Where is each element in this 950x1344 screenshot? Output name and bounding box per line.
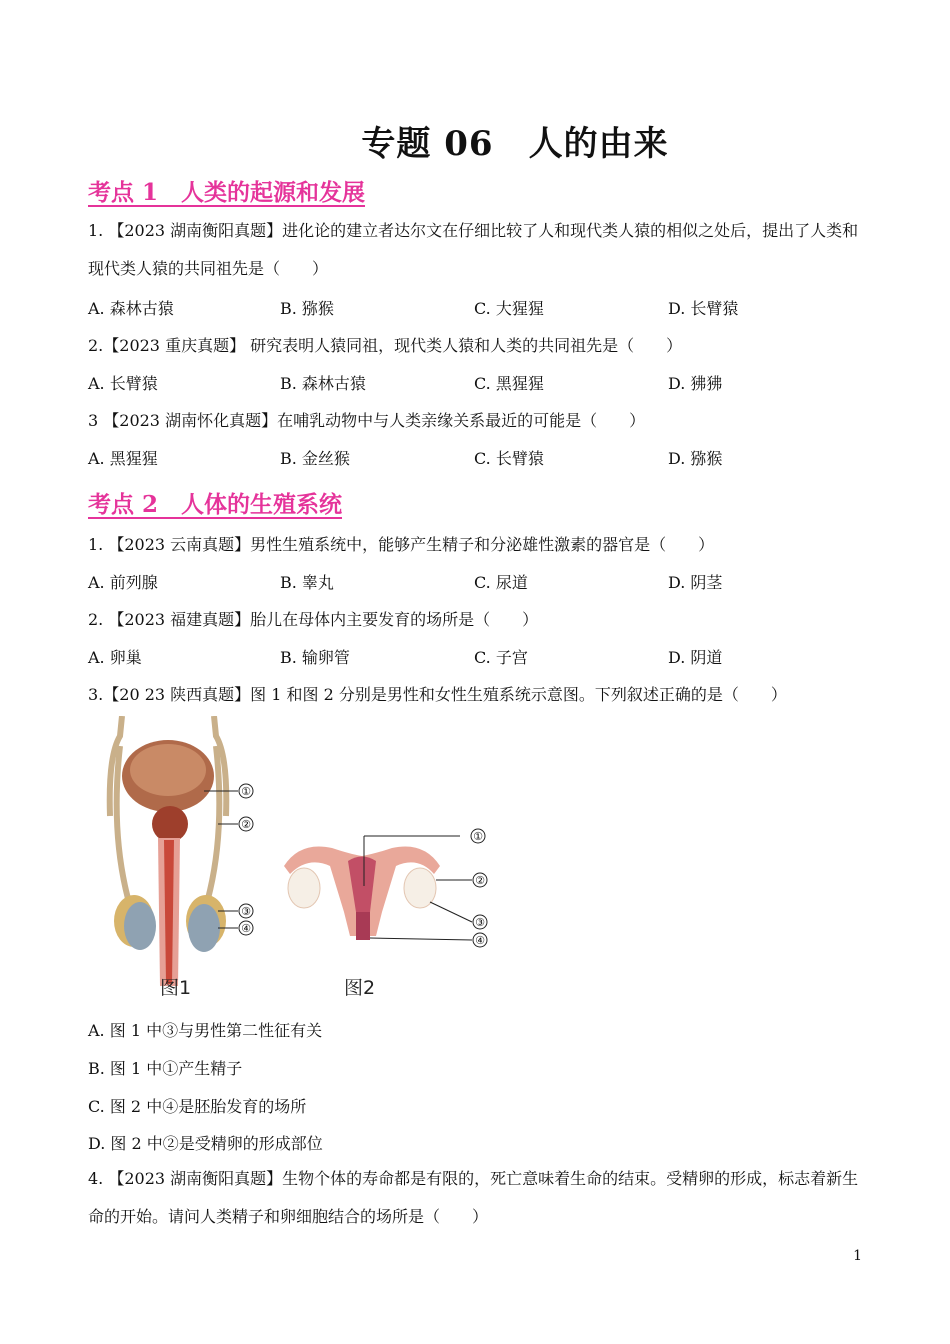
option-c: C. 黑猩猩 bbox=[474, 374, 544, 393]
option-b: B. 森林古猿 bbox=[280, 374, 366, 393]
question-text: 2.【2023 重庆真题】 研究表明人猿同祖，现代类人猿和人类的共同祖先是（ ） bbox=[88, 336, 683, 355]
option-b: B. 猕猴 bbox=[280, 299, 334, 318]
option-d: D. 图 2 中②是受精卵的形成部位 bbox=[88, 1134, 323, 1153]
options-row bbox=[88, 296, 868, 320]
page-number: 1 bbox=[853, 1248, 862, 1264]
fig1-label-3: ③ bbox=[241, 905, 251, 918]
fig1-caption: 图1 bbox=[160, 977, 192, 999]
option-d: D. 猕猴 bbox=[668, 449, 723, 468]
option-c: C. 大猩猩 bbox=[474, 299, 544, 318]
options-row bbox=[88, 371, 868, 395]
option-c: C. 图 2 中④是胚胎发育的场所 bbox=[88, 1097, 307, 1116]
option-b: B. 输卵管 bbox=[280, 648, 350, 667]
option-a: A. 森林古猿 bbox=[88, 299, 174, 318]
question-text: 4. 【2023 湖南衡阳真题】生物个体的寿命都是有限的，死亡意味着生命的结束。受精卵的形成，标志着新生命的开始。请问人类精子和卵细胞结合的场所是（ ） bbox=[88, 1169, 859, 1226]
option-a: A. 黑猩猩 bbox=[88, 449, 158, 468]
fig2-label-4: ④ bbox=[475, 934, 485, 947]
option-c: C. 长臂猿 bbox=[474, 449, 544, 468]
fig2-caption: 图2 bbox=[344, 977, 376, 999]
reproductive-system-figure bbox=[100, 716, 500, 1006]
fig1-label-4: ④ bbox=[241, 922, 251, 935]
question-text: 3 【2023 湖南怀化真题】在哺乳动物中与人类亲缘关系最近的可能是（ ） bbox=[88, 411, 646, 430]
option-d: D. 阴道 bbox=[668, 648, 723, 667]
fig2-label-3: ③ bbox=[475, 916, 485, 929]
option-d: D. 狒狒 bbox=[668, 374, 723, 393]
option-c: C. 子宫 bbox=[474, 648, 528, 667]
option-a: A. 卵巢 bbox=[88, 648, 142, 667]
options-row bbox=[88, 570, 868, 594]
fig2-label-1: ① bbox=[473, 830, 483, 843]
question-text: 2. 【2023 福建真题】胎儿在母体内主要发育的场所是（ ） bbox=[88, 610, 539, 629]
option-b: B. 睾丸 bbox=[280, 573, 334, 592]
section-heading-2: 考点 2 人体的生殖系统 bbox=[88, 491, 343, 518]
option-b: B. 图 1 中①产生精子 bbox=[88, 1059, 243, 1078]
options-row bbox=[88, 446, 868, 470]
option-a: A. 前列腺 bbox=[88, 573, 158, 592]
page-title: 专题 06 人的由来 bbox=[361, 124, 669, 164]
section-heading-1: 考点 1 人类的起源和发展 bbox=[88, 179, 366, 206]
option-a: A. 长臂猿 bbox=[88, 374, 158, 393]
fig2-label-2: ② bbox=[475, 874, 485, 887]
option-a: A. 图 1 中③与男性第二性征有关 bbox=[88, 1021, 323, 1040]
male-reproductive-diagram bbox=[110, 716, 253, 999]
question-text: 1. 【2023 湖南衡阳真题】进化论的建立者达尔文在仔细比较了人和现代类人猿的相似之处后，提出了人类和现代类人猿的共同祖先是（ ） bbox=[88, 221, 859, 278]
option-b: B. 金丝猴 bbox=[280, 449, 350, 468]
options-row bbox=[88, 645, 868, 669]
female-reproductive-diagram bbox=[284, 829, 487, 999]
option-d: D. 阴茎 bbox=[668, 573, 723, 592]
question-text: 3.【20 23 陕西真题】图 1 和图 2 分别是男性和女性生殖系统示意图。下列叙述正确的是（ ） bbox=[88, 685, 787, 704]
question-text: 1. 【2023 云南真题】男性生殖系统中，能够产生精子和分泌雄性激素的器官是（ ） bbox=[88, 535, 715, 554]
fig1-label-2: ② bbox=[241, 818, 251, 831]
option-d: D. 长臂猿 bbox=[668, 299, 739, 318]
fig1-label-1: ① bbox=[241, 785, 251, 798]
option-c: C. 尿道 bbox=[474, 573, 528, 592]
